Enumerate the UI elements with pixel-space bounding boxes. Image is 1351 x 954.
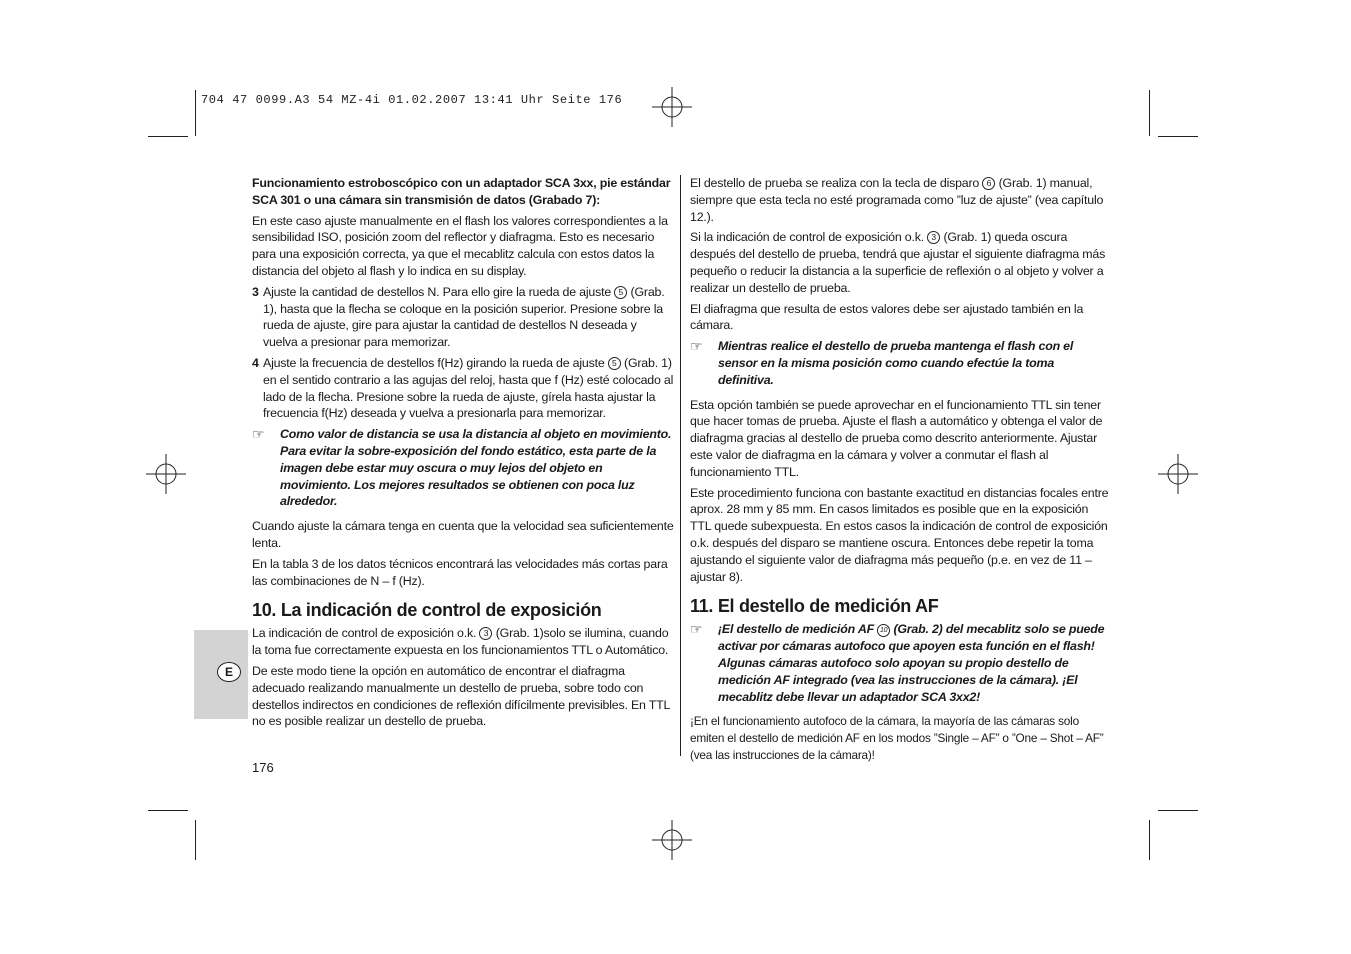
crop-mark: [1149, 820, 1150, 860]
crosshair-icon: [652, 820, 692, 860]
crosshair-icon: [1158, 454, 1198, 494]
paragraph: Este procedimiento funciona con bastante exactitud en distancias focales entre aprox. 28 mm y 85 mm. En casos limitados es posible que en la exposición TTL quede subexpuesta. En estos casos la indicación de control de exposición o.k. después del disparo se mantiene oscura. Entonces debe repetir la toma ajustando el siguiente valor de diafragma más pequeño (p.e. en vez de 11 – ajustar 8).: [690, 485, 1109, 584]
item-number: 4: [252, 355, 259, 370]
circled-number: 3: [927, 231, 940, 244]
left-column: Funcionamiento estroboscópico con un adaptador SCA 3xx, pie estándar SCA 301 o una cámara sin transmisión de datos (Grabado 7): En este caso ajuste manualmente en el flash los valores correspondientes a la sensibilidad ISO, posición zoom del reflector y diafragma. Esto es necesario para una exposición correcta, ya que el mecablitz calcula con estos datos la distancia del objeto al flash y lo indica en su display. 3 Ajuste la cantidad de destellos N. Para ello gire la rueda de ajuste 5 (Grab. 1), hasta que la flecha se coloque en la posición superior. Presione sobre la rueda de ajuste, gire para ajustar la cantidad de destellos N deseada y vuelva a presionar para memorizar. 4 Ajuste la frecuencia de destellos f(Hz) girando la rueda de ajuste 5 (Grab. 1) en el sentido contrario a las agujas del reloj, hasta que f (Hz) esté colocado al lado de la flecha. Presione sobre la rueda de ajuste, gírela hasta ajustar la frecuencia f(Hz) deseada y vuelva a presionarla para memorizar. ☞ Como valor de distancia se usa la distancia al objeto en movimiento. Para evitar la sobre-exposición del fondo estático, esta parte de la imagen debe estar muy oscura o muy lejos del objeto en movimiento. Los mejores resultados se obtienen con poca luz alrededor. Cuando ajuste la cámara tenga en cuenta que la velocidad sea suficientemente lenta. En la tabla 3 de los datos técnicos encontrará las velocidades más cortas para las combinaciones de N – f (Hz). 10. La indicación de control de exposición La indicación de control de exposición o.k. 3 (Grab. 1)solo se ilumina, cuando la toma fue correctamente expuesta en los funcionamientos TTL o Automático. De este modo tiene la opción en automático de encontrar el diafragma adecuado realizando manualmente un destello de prueba, sobre todo con destellos indirectos en condiciones de reflexión difícilmente previsibles. En TTL no es posible realizar un destello de prueba.: [252, 176, 674, 729]
circled-number: 5: [608, 357, 621, 370]
crop-mark: [1149, 90, 1150, 136]
item-number: 3: [252, 284, 259, 299]
crop-mark: [1158, 136, 1198, 137]
pointing-hand-icon: ☞: [690, 621, 703, 638]
language-tab-letter: E: [217, 662, 241, 682]
column-divider: [680, 175, 681, 756]
paragraph: Esta opción también se puede aprovechar en el funcionamiento TTL sin tener que hacer tomas de prueba. Ajuste el flash a automático y obtenga el valor de diafragma gracias al destello de prueba como descrito anteriormente. Ajustar este valor de diafragma en la cámara y volver a conmutar el flash al funcionamiento TTL.: [690, 397, 1103, 479]
circled-number: 10: [877, 624, 890, 637]
crosshair-icon: [146, 454, 186, 494]
page-number: 176: [252, 760, 274, 775]
crop-mark: [195, 820, 196, 860]
paragraph: ¡En el funcionamiento autofoco de la cámara, la mayoría de las cámaras solo emiten el destello de medición AF en los modos ”Single – AF” o ”One – Shot – AF” (vea las instrucciones de la cámara)!: [690, 714, 1104, 762]
paragraph: En la tabla 3 de los datos técnicos encontrará las velocidades más cortas para las combinaciones de N – f (Hz).: [252, 556, 668, 588]
note: ☞ Mientras realice el destello de prueba mantenga el flash con el sensor en la misma posición como cuando efectúe la toma definitiva.: [690, 338, 1074, 387]
print-header: 704 47 0099.A3 54 MZ-4i 01.02.2007 13:41 Uhr Seite 176: [201, 93, 623, 107]
list-item: 3 Ajuste la cantidad de destellos N. Para ello gire la rueda de ajuste 5 (Grab. 1), hasta que la flecha se coloque en la posición superior. Presione sobre la rueda de ajuste, gire para ajustar la cantidad de destellos N deseada y vuelva a presionar para memorizar.: [252, 284, 665, 350]
crop-mark: [148, 810, 188, 811]
paragraph: El diafragma que resulta de estos valores debe ser ajustado también en la cámara.: [690, 301, 1084, 333]
circled-number: 6: [982, 177, 995, 190]
crop-mark: [148, 136, 188, 137]
right-column: El destello de prueba se realiza con la tecla de disparo 6 (Grab. 1) manual, siempre que esta tecla no esté programada como ”luz de ajuste” (vea capítulo 12.). Si la indicación de control de exposición o.k. 3 (Grab. 1) queda oscura después del destello de prueba, tendrá que ajustar el siguiente diafragma más pequeño o reducir la distancia a la superficie de reflexión o al objeto y volver a realizar un destello de prueba. El diafragma que resulta de estos valores debe ser ajustado también en la cámara. ☞ Mientras realice el destello de prueba mantenga el flash con el sensor en la misma posición como cuando efectúe la toma definitiva. Esta opción también se puede aprovechar en el funcionamiento TTL sin tener que hacer tomas de prueba. Ajuste el flash a automático y obtenga el valor de diafragma gracias al destello de prueba como descrito anteriormente. Ajustar este valor de diafragma en la cámara y volver a conmutar el flash al funcionamiento TTL. Este procedimiento funciona con bastante exactitud en distancias focales entre aprox. 28 mm y 85 mm. En casos limitados es posible que en la exposición TTL quede subexpuesta. En estos casos la indicación de control de exposición o.k. después del disparo se mantiene oscura. Entonces debe repetir la toma ajustando el siguiente valor de diafragma más pequeño (p.e. en vez de 11 – ajustar 8). 11. El destello de medición AF ☞ ¡El destello de medición AF 10 (Grab. 2) del mecablitz solo se puede activar por cámaras autofoco que apoyen esta función en el flash! Algunas cámaras autofoco solo apoyan su propio destello de medición AF integrado (vea las instrucciones de la cámara). ¡El mecablitz debe llevar un adaptador SCA 3xx2! ¡En el funcionamiento autofoco de la cámara, la mayoría de las cámaras solo emiten el destello de medición AF en los modos ”Single – AF” o ”One – Shot – AF” (vea las instrucciones de la cámara)!: [690, 175, 1112, 767]
crop-mark: [195, 90, 196, 136]
paragraph: En este caso ajuste manualmente en el flash los valores correspondientes a la sensibilidad ISO, posición zoom del reflector y diafragma. Esto es necesario para una exposición correcta, ya que el mecablitz calcula con estos datos la distancia del objeto al flash y lo indica en su display.: [252, 213, 668, 278]
section-heading: 11. El destello de medición AF: [690, 596, 939, 617]
paragraph: Cuando ajuste la cámara tenga en cuenta que la velocidad sea suficientemente lenta.: [252, 519, 674, 550]
pointing-hand-icon: ☞: [252, 426, 265, 443]
circled-number: 3: [479, 627, 492, 640]
list-item: 4 Ajuste la frecuencia de destellos f(Hz) girando la rueda de ajuste 5 (Grab. 1) en el sentido contrario a las agujas del reloj, hasta que f (Hz) esté colocado al lado de la flecha. Presione sobre la rueda de ajuste, gírela hasta ajustar la frecuencia f(Hz) deseada y vuelva a presionarla para memorizar.: [252, 355, 674, 421]
note: ☞ ¡El destello de medición AF 10 (Grab. 2) del mecablitz solo se puede activar por cámaras autofoco que apoyen esta función en el flash! Algunas cámaras autofoco solo apoyan su propio destello de medición AF integrado (vea las instrucciones de la cámara). ¡El mecablitz debe llevar un adaptador SCA 3xx2!: [690, 621, 1105, 704]
crosshair-icon: [652, 87, 692, 127]
section-heading: 10. La indicación de control de exposición: [252, 600, 602, 621]
crop-mark: [1158, 810, 1198, 811]
pointing-hand-icon: ☞: [690, 338, 703, 355]
section-subtitle: Funcionamiento estroboscópico con un adaptador SCA 3xx, pie estándar SCA 301 o una cámara sin transmisión de datos (Grabado 7):: [252, 176, 671, 207]
note: ☞ Como valor de distancia se usa la distancia al objeto en movimiento. Para evitar la sobre-exposición del fondo estático, esta parte de la imagen debe estar muy oscura o muy lejos del objeto en movimiento. Los mejores resultados se obtienen con poca luz alrededor.: [252, 426, 672, 509]
paragraph: De este modo tiene la opción en automático de encontrar el diafragma adecuado realizando manualmente un destello de prueba, sobre todo con destellos indirectos en condiciones de reflexión difícilmente previsibles. En TTL no es posible realizar un destello de prueba.: [252, 663, 670, 729]
circled-number: 5: [614, 286, 627, 299]
